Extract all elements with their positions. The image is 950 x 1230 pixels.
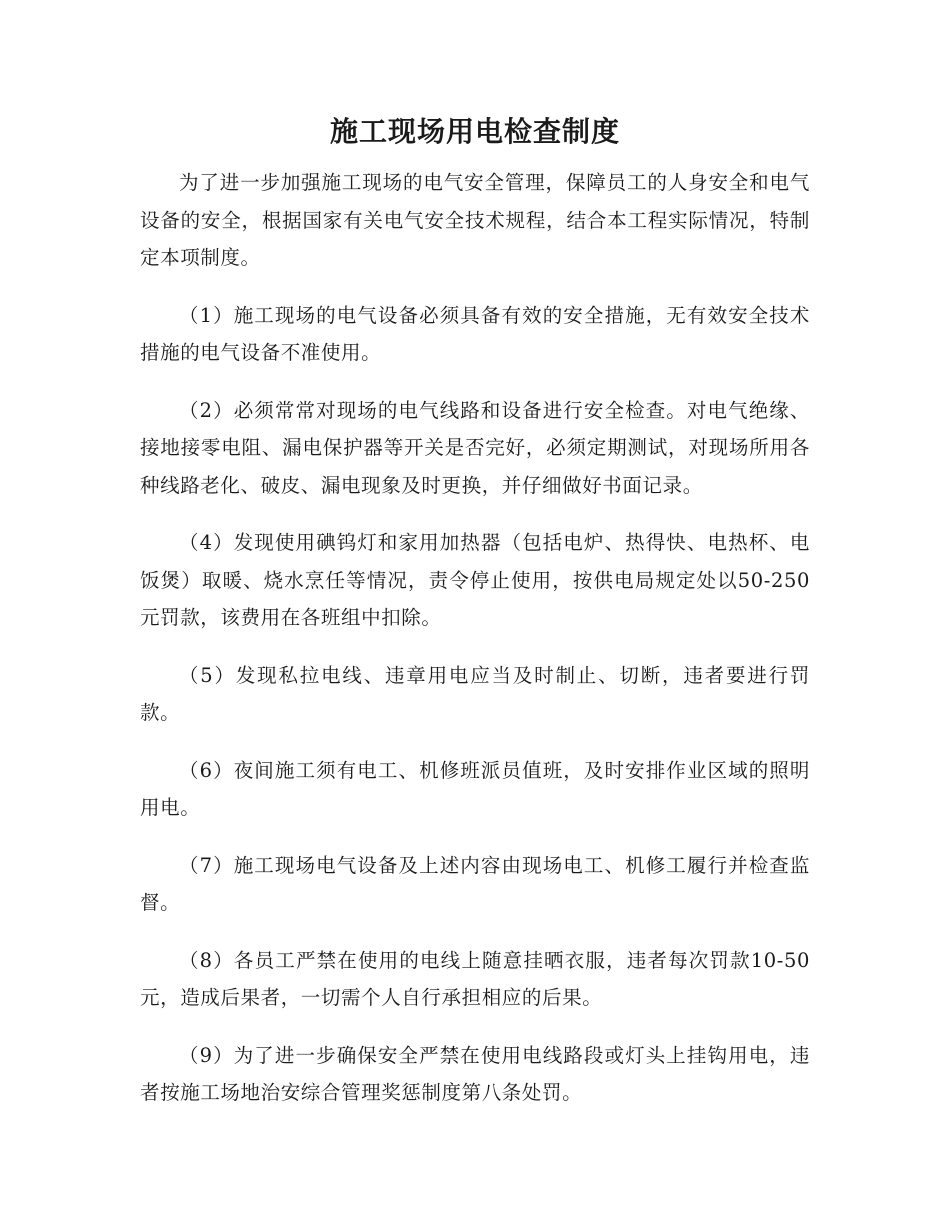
rule-item-6: （6）夜间施工须有电工、机修班派员值班，及时安排作业区域的照明用电。 [140,758,810,819]
intro-paragraph: 为了进一步加强施工现场的电气安全管理，保障员工的人身安全和电气设备的安全，根据国家有关电气安全技术规程，结合本工程实际情况，特制定本项制度。 [140,171,810,269]
rule-item-7: （7）施工现场电气设备及上述内容由现场电工、机修工履行并检查监督。 [140,853,810,914]
rule-item-9: （9）为了进一步确保安全严禁在使用电线路段或灯头上挂钩用电，违者按施工场地治安综合管理奖惩制度第八条处罚。 [140,1043,810,1104]
rule-item-8: （8）各员工严禁在使用的电线上随意挂晒衣服，违者每次罚款10-50元，造成后果者，一切需个人自行承担相应的后果。 [140,948,810,1009]
rule-item-4: （4）发现使用碘钨灯和家用加热器（包括电炉、热得快、电热杯、电饭煲）取暖、烧水烹任等情况，责令停止使用，按供电局规定处以50-250元罚款，该费用在各班组中扣除。 [140,531,810,629]
document-body [140,164,810,1132]
rule-item-1: （1）施工现场的电气设备必须具备有效的安全措施，无有效安全技术措施的电气设备不准使用。 [140,303,810,364]
document-title: 施工现场用电检查制度 [329,115,620,148]
rule-item-2: （2）必须常常对现场的电气线路和设备进行安全检查。对电气绝缘、接地接零电阻、漏电保护器等开关是否完好，必须定期测试，对现场所用各种线路老化、破皮、漏电现象及时更换，并仔细做好书面记录。 [140,398,810,497]
rule-item-5: （5）发现私拉电线、违章用电应当及时制止、切断，违者要进行罚款。 [140,663,810,724]
